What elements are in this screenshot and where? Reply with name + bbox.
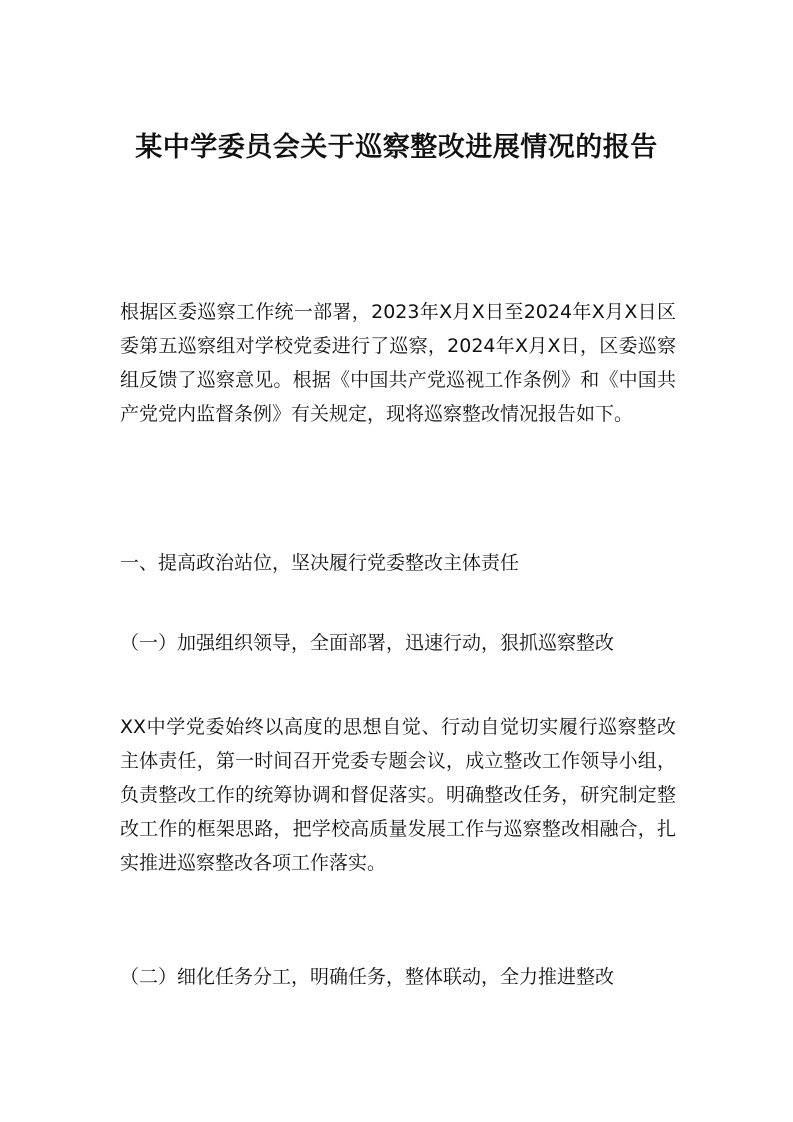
section-heading-1: 一、提高政治站位，坚决履行党委整改主体责任 [120, 552, 520, 574]
intro-paragraph: 根据区委巡察工作统一部署，2023年X月X日至2024年X月X日区委第五巡察组对学校党委进行了巡察，2024年X月X日，区委巡察组反馈了巡察意见。根据《中国共产党巡视工作条例》和《中国共产党党内监督条例》有关规定，现将巡察整改情况报告如下。 [120, 301, 676, 425]
document-title: 某中学委员会关于巡察整改进展情况的报告 [135, 132, 658, 163]
subsection-heading-1: （一）加强组织领导，全面部署，迅速行动，狠抓巡察整改 [120, 632, 615, 654]
subsection-heading-2: （二）细化任务分工，明确任务，整体联动，全力推进整改 [120, 966, 615, 988]
subsection-body-1: XX中学党委始终以高度的思想自觉、行动自觉切实履行巡察整改主体责任，第一时间召开党委专题会议，成立整改工作领导小组，负责整改工作的统筹协调和督促落实。明确整改任务，研究制定整改工作的框架思路，把学校高质量发展工作与巡察整改相融合，扎实推进巡察整改各项工作落实。 [120, 716, 676, 874]
